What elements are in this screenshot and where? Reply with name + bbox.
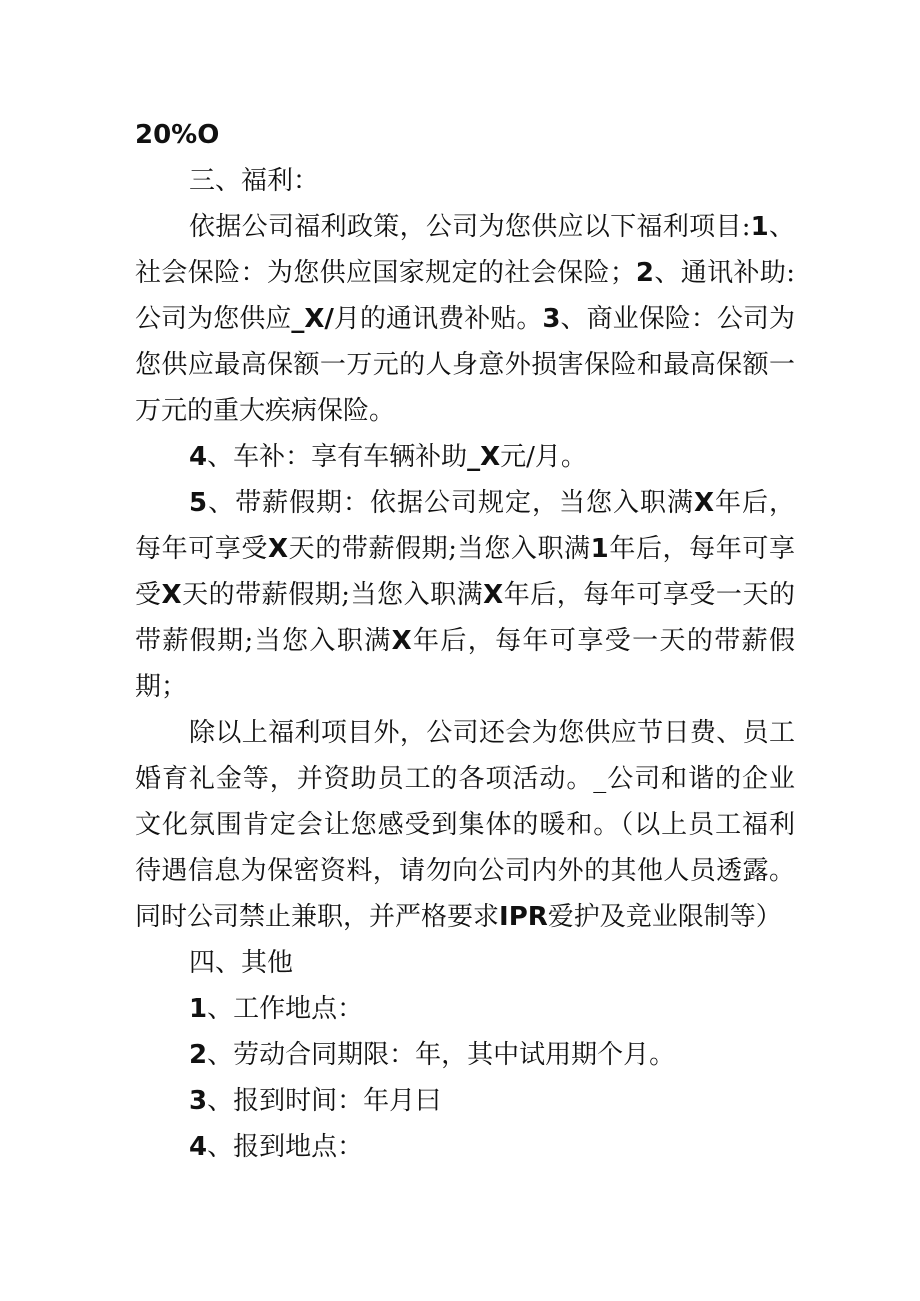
paragraph-benefit-items [135, 204, 795, 434]
text-segment: _X [467, 442, 501, 472]
text-segment: 、车补：享有车辆补助 [207, 442, 468, 472]
text-segment: X [391, 626, 412, 656]
text-segment: 1 [590, 534, 609, 564]
text-segment: _X/ [291, 304, 334, 334]
paragraph-percentage [135, 112, 795, 158]
text-segment: 天的带薪假期;当您入职满 [288, 534, 591, 564]
text-segment: 、劳动合同期限：年，其中试用期个月。 [207, 1040, 676, 1070]
text-segment: 依据公司福利政策，公司为您供应以下福利项目: [189, 212, 751, 242]
text-segment: 2 [635, 258, 654, 288]
list-item-report-location [135, 1124, 795, 1170]
text-segment: X [161, 580, 182, 610]
text-segment: X [268, 534, 289, 564]
text-segment: 1 [750, 212, 769, 242]
text-segment: 、报到时间：年月曰 [207, 1086, 442, 1116]
text-segment: 3 [189, 1086, 208, 1116]
text-segment: 、报到地点： [207, 1132, 364, 1162]
text-segment: 4 [189, 442, 208, 472]
paragraph-car-allowance [135, 434, 795, 480]
list-item-contract-term [135, 1032, 795, 1078]
text-segment: 2 [189, 1040, 208, 1070]
list-item-report-time [135, 1078, 795, 1124]
text-segment: 、带薪假期：依据公司规定，当您入职满 [207, 488, 694, 518]
list-item-work-location [135, 986, 795, 1032]
text-segment: X [483, 580, 504, 610]
text-segment: X [693, 488, 714, 518]
text-segment: 3 [542, 304, 561, 334]
text-segment: 年后，每年可享受一天的带薪假期； [135, 626, 795, 702]
text-segment: 月的通讯费补贴。 [333, 304, 543, 334]
paragraph-paid-leave [135, 480, 795, 710]
text-segment: 天的带薪假期;当您入职满 [181, 580, 484, 610]
text-segment: 4 [189, 1132, 208, 1162]
text-segment: 、工作地点： [207, 994, 364, 1024]
text-segment: IPR [499, 902, 548, 932]
section-heading-benefits [135, 158, 795, 204]
document-body [135, 112, 795, 1170]
paragraph-other-benefits [135, 710, 795, 940]
text-segment: 爱护及竞业限制等） [547, 902, 782, 932]
text-segment: 1 [189, 994, 208, 1024]
text-segment: 年后，每年可享受 [135, 488, 795, 564]
text-segment: 、社会保险：为您供应国家规定的社会保险； [135, 212, 795, 288]
text-segment: 、商业保险：公司为您供应最高保额一万元的人身意外损害保险和最高保额一万元的重大疾病保险。 [135, 304, 795, 426]
text-segment: 年后，每年可享受 [135, 534, 795, 610]
text-segment: 四、其他 [189, 948, 294, 978]
text-segment: 、通讯补助:公司为您供应 [135, 258, 795, 334]
text-segment: 年后，每年可享受一天的带薪假期;当您入职满 [135, 580, 795, 656]
section-heading-other [135, 940, 795, 986]
text-segment: 20%O [135, 120, 220, 150]
text-segment: 元/月。 [500, 442, 587, 472]
text-segment: 5 [189, 488, 208, 518]
text-segment: 三、福利： [189, 166, 320, 196]
text-segment: 除以上福利项目外，公司还会为您供应节日费、员工婚育礼金等，并资助员工的各项活动。_公司和谐的企业文化氛围肯定会让您感受到集体的暖和。（以上员工福利待遇信息为保密资料，请勿向公司内外的其他人员透露。同时公司禁止兼职，并严格要求 [135, 718, 795, 932]
